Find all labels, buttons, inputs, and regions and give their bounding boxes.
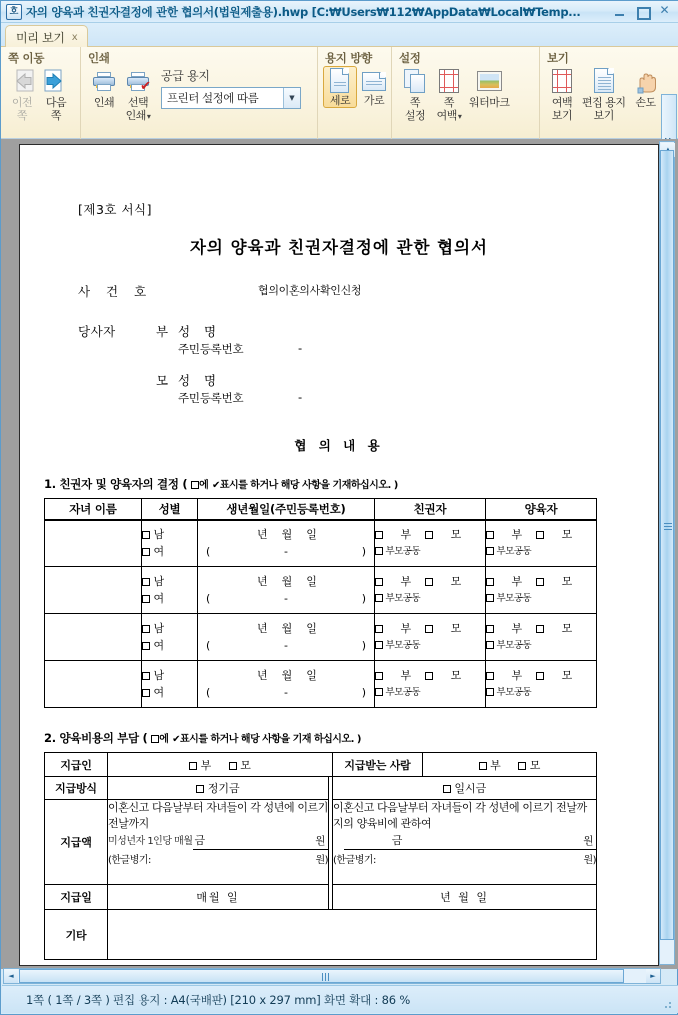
amount-row	[45, 800, 597, 885]
checkbox-icon[interactable]	[486, 547, 494, 555]
opt-male: 남	[153, 622, 165, 635]
tab-strip	[1, 23, 678, 47]
page-title: 자의 양육과 친권자결정에 관한 협의서	[189, 238, 488, 257]
close-icon[interactable]: x	[71, 31, 78, 43]
party-mother-row	[78, 371, 636, 389]
arrow-left-page-icon	[8, 68, 36, 96]
cell-child-name[interactable]	[45, 567, 142, 614]
paydate-right: 년 월 일	[333, 885, 597, 910]
guardian-table	[44, 498, 597, 708]
window-title: 자의 양육과 친권자결정에 관한 협의서(법원제출용).hwp [C:₩Users₩112₩AppData₩Local₩Temp...	[26, 4, 581, 19]
etc-label: 기타	[45, 910, 108, 960]
checkbox-icon[interactable]	[375, 531, 383, 539]
ribbon-group-orientation	[318, 47, 392, 139]
checkbox-icon[interactable]	[189, 762, 197, 770]
checkbox-icon[interactable]	[486, 531, 494, 539]
minimize-button[interactable]	[614, 5, 627, 18]
checkbox-icon[interactable]	[425, 625, 433, 633]
amount-right-text: 이혼신고 다음날부터 자녀들이 각 성년에 이르기 전날까지의 양육비에 관하여	[333, 801, 587, 830]
selective-print-button[interactable]	[121, 66, 155, 123]
paydate-label: 지급일	[45, 885, 108, 910]
amount-left-text: 이혼신고 다음날부터 자녀들이 각 성년에 이르기 전날까지	[108, 801, 329, 830]
party-name-label: 성 명	[178, 373, 222, 388]
checkbox-icon[interactable]	[425, 672, 433, 680]
paper-source-combo[interactable]	[161, 87, 301, 109]
checkbox-icon[interactable]	[486, 594, 494, 602]
next-page-button[interactable]	[39, 66, 73, 122]
cell-guardian: 부 모 부모공동	[375, 567, 486, 614]
checkbox-icon[interactable]	[486, 625, 494, 633]
amount-left-entry	[108, 834, 328, 850]
party-mother-rrn	[178, 390, 636, 406]
method-label: 지급방식	[45, 777, 108, 800]
section1-title: 1. 친권자 및 양육자의 결정 ( 에 ✔표시를 하거나 해당 사항을 기재하십시오. )	[44, 477, 398, 491]
hand-tool-icon	[632, 68, 660, 96]
opt-female: 여	[153, 592, 165, 605]
section2-title: 2. 양육비용의 부담 ( 에 ✔표시를 하거나 해당 사항을 기재 하십시오. )	[44, 731, 361, 745]
cell-birthdate[interactable]: 년월일 ( - )	[198, 614, 375, 661]
payee-options: 부 모	[423, 753, 597, 777]
button-label-line2: 설정	[404, 109, 426, 122]
checkbox-icon[interactable]	[196, 785, 204, 793]
parties-label: 당사자	[78, 324, 116, 339]
cell-guardian: 부 모 부모공동	[375, 661, 486, 708]
checkbox-icon[interactable]	[375, 578, 383, 586]
payee-label: 지급받는 사람	[333, 753, 423, 777]
button-label-line1: 쪽	[443, 96, 455, 109]
method-lumpsum: 일시금	[333, 777, 597, 800]
party-name-label: 성 명	[178, 324, 222, 339]
watermark-icon	[475, 68, 503, 96]
button-label-line2: 보기	[593, 109, 614, 122]
page-setup-icon	[401, 68, 429, 96]
table-row	[45, 567, 597, 614]
payer-options: 부 모	[108, 753, 333, 777]
rrn-label: 주민등록번호	[178, 342, 244, 356]
table-row	[45, 520, 597, 567]
orientation-landscape-button[interactable]	[357, 66, 391, 107]
checkbox-icon[interactable]	[536, 531, 544, 539]
cell-birthdate[interactable]: 년월일 ( - )	[198, 520, 375, 567]
opt-female: 여	[153, 639, 165, 652]
checkbox-icon[interactable]	[536, 672, 544, 680]
group-title: 인쇄	[88, 51, 110, 65]
party-father-rrn	[178, 341, 636, 357]
cell-child-name[interactable]	[45, 520, 142, 567]
method-periodic: 정기금	[108, 777, 329, 800]
case-number-value: 협의이혼의사확인신청	[258, 284, 362, 297]
button-label-line1: 다음	[45, 96, 67, 109]
maximize-button[interactable]	[636, 5, 649, 18]
etc-value[interactable]	[108, 910, 597, 960]
page-preview	[19, 144, 659, 966]
app-icon	[6, 4, 22, 20]
checkbox-icon[interactable]	[443, 785, 451, 793]
rrn-value: -	[298, 341, 303, 355]
vertical-scroll-thumb[interactable]	[660, 150, 674, 940]
checkbox-icon[interactable]	[229, 762, 237, 770]
method-row	[45, 777, 597, 800]
document-canvas[interactable]	[1, 139, 678, 969]
party-father-row	[78, 322, 636, 340]
status-text: 1쪽 ( 1쪽 / 3쪽 ) 편집 용지 : A4(국배판) [210 x 297 mm] 화면 확대 : 86 %	[26, 992, 411, 1007]
scroll-left-icon[interactable]: ◄	[4, 969, 18, 983]
tab-label: 미리 보기	[16, 30, 65, 45]
prev-page-button[interactable]	[5, 66, 39, 122]
checkbox-icon[interactable]	[486, 641, 494, 649]
party-role: 부	[156, 324, 169, 339]
checkbox-icon[interactable]	[375, 547, 383, 555]
scroll-grip-icon	[664, 523, 672, 531]
checkbox-icon[interactable]	[142, 672, 150, 680]
button-label-line1: 인쇄	[93, 96, 115, 109]
button-label-line1: 세로	[329, 94, 351, 107]
cell-child-name[interactable]	[45, 661, 142, 708]
status-bar	[2, 985, 678, 1013]
amount-periodic-cell	[108, 800, 329, 885]
amount-right-hangul: (한글병기: 원)	[333, 855, 597, 866]
scroll-grip-icon	[322, 973, 331, 981]
form-number: [제3호 서식]	[78, 202, 152, 217]
opt-female: 여	[153, 545, 165, 559]
paper-source-field	[161, 67, 301, 109]
hand-tool-button[interactable]	[629, 66, 663, 109]
checkbox-icon[interactable]	[142, 689, 150, 697]
button-label-line1: 편집 용지	[582, 96, 626, 109]
col-birthdate: 생년월일(주민등록번호)	[198, 499, 375, 520]
checkbox-icon[interactable]	[536, 578, 544, 586]
cell-custodian: 부 모 부모공동	[486, 661, 597, 708]
vertical-scrollbar[interactable]	[659, 141, 675, 965]
cell-custodian: 부 모 부모공동	[486, 614, 597, 661]
paper-source-label: 공급 용지	[161, 69, 210, 83]
page-landscape-icon	[362, 68, 386, 94]
horizontal-scrollbar[interactable]	[3, 968, 661, 984]
cell-child-name[interactable]	[45, 614, 142, 661]
paper-source-value: 프린터 설정에 따름	[167, 91, 259, 105]
printer-icon	[90, 68, 118, 96]
button-label-line1: 가로	[363, 94, 385, 107]
checkbox-icon[interactable]	[142, 642, 150, 650]
paydate-left: 매월 일	[108, 885, 329, 910]
checkbox-icon	[191, 481, 199, 489]
case-number-label: 사 건 호	[78, 284, 153, 299]
parties-block	[78, 322, 636, 406]
col-custodian: 양육자	[486, 499, 597, 520]
opt-male: 남	[153, 575, 165, 588]
cell-guardian: 부 모 부모공동	[375, 614, 486, 661]
party-role: 모	[156, 373, 169, 388]
title-bar	[1, 1, 678, 23]
case-number-row	[78, 282, 636, 300]
tab-print-preview[interactable]	[5, 25, 88, 48]
margin-view-icon	[548, 68, 576, 96]
checkbox-icon[interactable]	[375, 688, 383, 696]
cell-birthdate[interactable]: 년월일 ( - )	[198, 567, 375, 614]
resize-grip-icon[interactable]	[664, 999, 674, 1009]
col-guardian: 친권자	[375, 499, 486, 520]
checkbox-icon[interactable]	[375, 641, 383, 649]
group-title: 보기	[547, 51, 569, 65]
checkbox-icon[interactable]	[142, 578, 150, 586]
button-label-line2: 쪽	[16, 109, 28, 122]
close-icon[interactable]	[658, 5, 671, 18]
ribbon-toolbar	[1, 47, 678, 139]
table-row	[45, 614, 597, 661]
ribbon-group-print	[81, 47, 318, 139]
support-cost-table	[44, 752, 597, 960]
checkbox-icon[interactable]	[486, 578, 494, 586]
group-title: 쪽 이동	[8, 51, 45, 65]
col-sex: 성별	[142, 499, 198, 520]
amount-right-input[interactable]: 금 원	[344, 836, 596, 850]
edit-paper-view-icon	[590, 68, 618, 96]
button-label-line2: 여백▾	[436, 109, 462, 122]
rrn-label: 주민등록번호	[178, 391, 244, 405]
button-label-line1: 이전	[11, 96, 33, 109]
table-row	[45, 661, 597, 708]
watermark-button[interactable]	[466, 66, 513, 109]
paydate-row	[45, 885, 597, 910]
checkbox-icon[interactable]	[425, 578, 433, 586]
checkbox-icon[interactable]	[486, 672, 494, 680]
checkbox-icon[interactable]	[486, 688, 494, 696]
checkbox-icon[interactable]	[536, 625, 544, 633]
opt-male: 남	[153, 528, 165, 542]
checkbox-icon[interactable]	[518, 762, 526, 770]
col-child-name: 자녀 이름	[45, 499, 142, 520]
cell-sex	[142, 567, 198, 614]
checkbox-icon[interactable]	[375, 594, 383, 602]
payer-label: 지급인	[45, 753, 108, 777]
checkbox-icon[interactable]	[375, 625, 383, 633]
button-label-line2: 인쇄▾	[125, 109, 151, 122]
opt-male: 남	[153, 669, 165, 682]
ribbon-group-view	[540, 47, 660, 139]
ribbon-group-settings	[392, 47, 540, 139]
cell-custodian: 부 모 부모공동	[486, 567, 597, 614]
page-margin-icon	[435, 68, 463, 96]
horizontal-scroll-thumb[interactable]	[19, 969, 624, 983]
button-label-line2: 보기	[551, 109, 573, 122]
scroll-right-icon[interactable]: ►	[646, 969, 660, 983]
edit-paper-view-button[interactable]	[579, 66, 629, 122]
table-header-row	[45, 499, 597, 520]
page-setup-button[interactable]	[398, 66, 432, 122]
page-margin-button[interactable]	[432, 66, 466, 123]
amount-right-entry	[333, 834, 596, 850]
ribbon-group-page-move	[1, 47, 81, 139]
checkbox-icon[interactable]	[142, 595, 150, 603]
payer-row	[45, 753, 597, 777]
checkbox-icon[interactable]	[142, 548, 150, 556]
button-label-line2: 쪽	[50, 109, 62, 122]
checkbox-icon[interactable]	[142, 625, 150, 633]
page-portrait-icon	[328, 68, 352, 94]
button-label-line1: 여백	[551, 96, 573, 109]
checkbox-icon[interactable]	[375, 672, 383, 680]
margin-view-button[interactable]	[545, 66, 579, 122]
cell-sex	[142, 614, 198, 661]
group-title: 설정	[399, 51, 421, 65]
cell-guardian: 부 모 부모공동	[375, 520, 486, 567]
amount-lumpsum-cell	[333, 800, 597, 885]
chevron-down-icon[interactable]: ▼	[283, 88, 300, 108]
button-label-line1: 쪽	[409, 96, 421, 109]
orientation-portrait-button[interactable]	[323, 66, 357, 108]
print-button[interactable]	[87, 66, 121, 109]
amount-left-prefix: 미성년자 1인당 매월	[108, 836, 193, 847]
etc-row	[45, 910, 597, 960]
opt-female: 여	[153, 686, 165, 699]
agreement-heading: 협 의 내 용	[294, 438, 384, 453]
cell-sex	[142, 661, 198, 708]
group-title: 용지 방향	[325, 51, 372, 65]
arrow-right-page-icon	[42, 68, 70, 96]
button-label-line1: 워터마크	[469, 96, 510, 109]
checkbox-icon[interactable]	[479, 762, 487, 770]
window-buttons	[614, 5, 671, 18]
checkbox-icon[interactable]	[142, 531, 150, 539]
amount-label: 지급액	[45, 800, 108, 885]
amount-left-input[interactable]: 금 원	[193, 836, 329, 850]
amount-left-hangul: (한글병기: 원)	[108, 855, 328, 866]
button-label-line1: 선택	[127, 96, 149, 109]
printer-check-icon: ✔	[124, 68, 152, 96]
rrn-value: -	[298, 390, 303, 404]
cell-sex	[142, 520, 198, 567]
check-mark-icon: ✔	[172, 734, 180, 745]
cell-custodian: 부 모 부모공동	[486, 520, 597, 567]
cell-birthdate[interactable]: 년월일 ( - )	[198, 661, 375, 708]
button-label-line1: 손도	[635, 96, 656, 109]
check-mark-icon: ✔	[211, 480, 220, 491]
checkbox-icon[interactable]	[425, 531, 433, 539]
